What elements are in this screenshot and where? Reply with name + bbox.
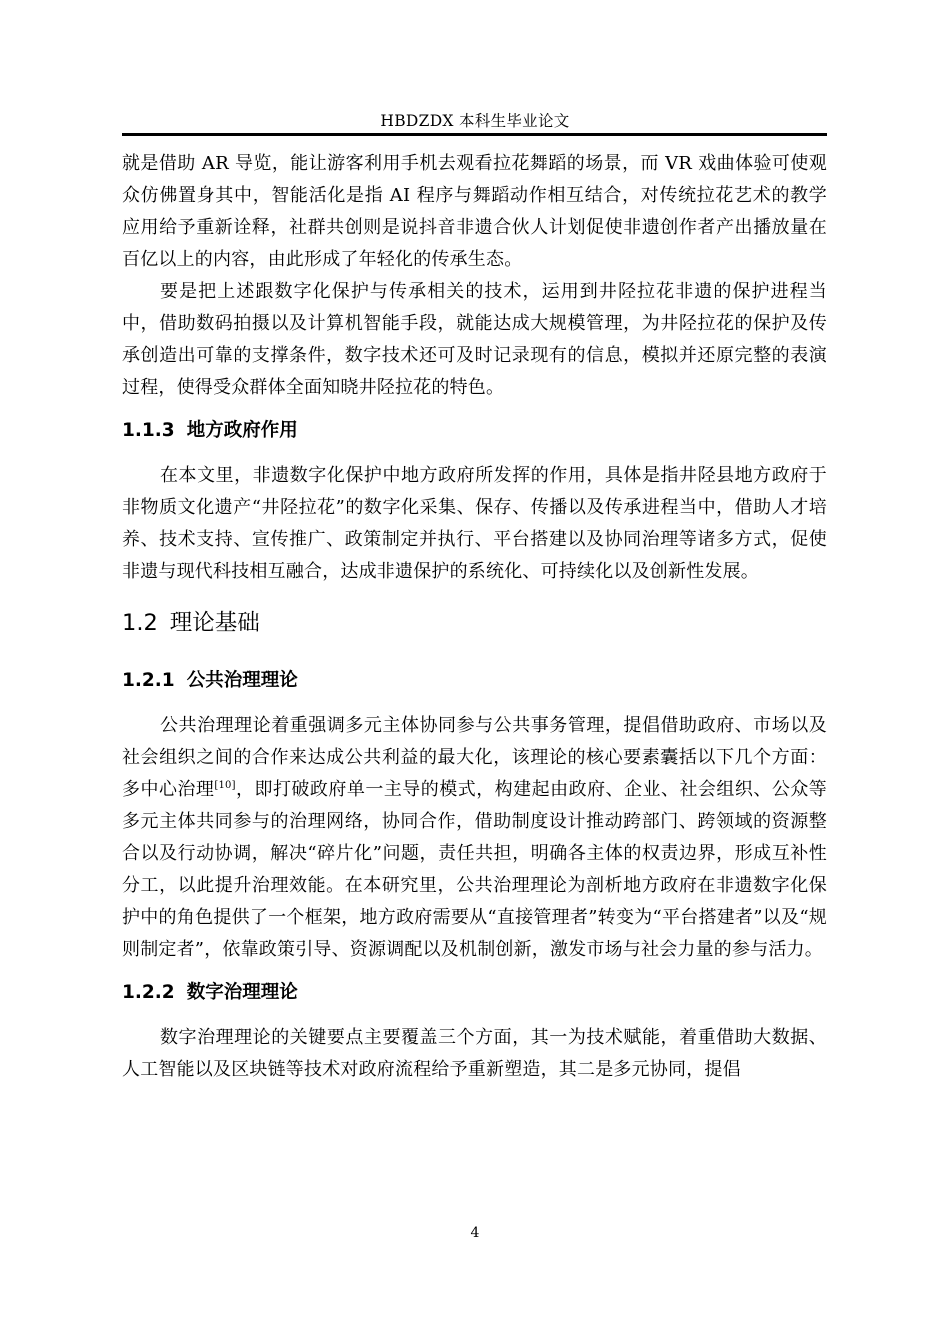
heading-number: 1.2: [122, 610, 158, 636]
heading-1-2-1: [122, 668, 827, 694]
heading-number: 1.2.1: [122, 670, 175, 691]
heading-title: 数字治理理论: [186, 982, 298, 1003]
page-number: 4: [470, 1225, 480, 1241]
paragraph-public-governance: [122, 710, 827, 966]
citation: [10]: [214, 780, 236, 791]
paragraph-text: ，即打破政府单一主导的模式，构建起由政府、企业、社会组织、公众等多元主体共同参与的治理网络，协同合作，借助制度设计推动跨部门、跨领域的资源整合以及行动协调，解决“碎片化”问题，责任共担，明确各主体的权责边界，形成互补性分工，以此提升治理效能。在本研究里，公共治理理论为剖析地方政府在非遗数字化保护中的角色提供了一个框架，地方政府需要从“直接管理者”转变为“平台搭建者”以及“规则制定者”，依靠政策引导、资源调配以及机制创新，激发市场与社会力量的参与活力。: [122, 779, 827, 960]
paragraph-digital-tech: 要是把上述跟数字化保护与传承相关的技术，运用到井陉拉花非遗的保护进程当中，借助数码拍摄以及计算机智能手段，就能达成大规模管理，为井陉拉花的保护及传承创造出可靠的支撑条件，数字技术还可及时记录现有的信息，模拟并还原完整的表演过程，使得受众群体全面知晓井陉拉花的特色。: [122, 281, 827, 398]
paragraph-local-government: 在本文里，非遗数字化保护中地方政府所发挥的作用，具体是指井陉县地方政府于非物质文化遗产“井陉拉花”的数字化采集、保存、传播以及传承进程当中，借助人才培养、技术支持、宣传推广、政策制定并执行、平台搭建以及协同治理等诸多方式，促使非遗与现代科技相互融合，达成非遗保护的系统化、可持续化以及创新性发展。: [122, 465, 827, 582]
heading-title: 地方政府作用: [186, 420, 298, 441]
paragraph-text: 公共治理理论着重强调多元主体协同参与公共事务管理，提倡借助政府、市场以及社会组织之间的合作来达成公共利益的最大化，该理论的核心要素囊括以下几个方面：多中心治理: [122, 715, 827, 800]
heading-title: 理论基础: [169, 610, 260, 636]
heading-1-2-2: [122, 980, 827, 1006]
paragraph-digital-governance: 数字治理理论的关键要点主要覆盖三个方面，其一为技术赋能，着重借助大数据、人工智能以及区块链等技术对政府流程给予重新塑造，其二是多元协同，提倡: [122, 1027, 827, 1080]
heading-number: 1.2.2: [122, 982, 175, 1003]
heading-number: 1.1.3: [122, 420, 175, 441]
running-header: HBDZDX 本科生毕业论文: [380, 112, 570, 130]
paragraph-continued: 就是借助 AR 导览，能让游客利用手机去观看拉花舞蹈的场景，而 VR 戏曲体验可使观众仿佛置身其中，智能活化是指 AI 程序与舞蹈动作相互结合，对传统拉花艺术的教学应用给予重新诠释，社群共创则是说抖音非遗合伙人计划促使非遗创作者产出播放量在百亿以上的内容，由此形成了年轻化的传承生态。: [122, 153, 827, 270]
heading-title: 公共治理理论: [186, 670, 298, 691]
heading-1-1-3: [122, 418, 827, 444]
page-body: [122, 148, 827, 1086]
header-rule: [122, 133, 827, 136]
heading-1-2: [122, 608, 827, 638]
